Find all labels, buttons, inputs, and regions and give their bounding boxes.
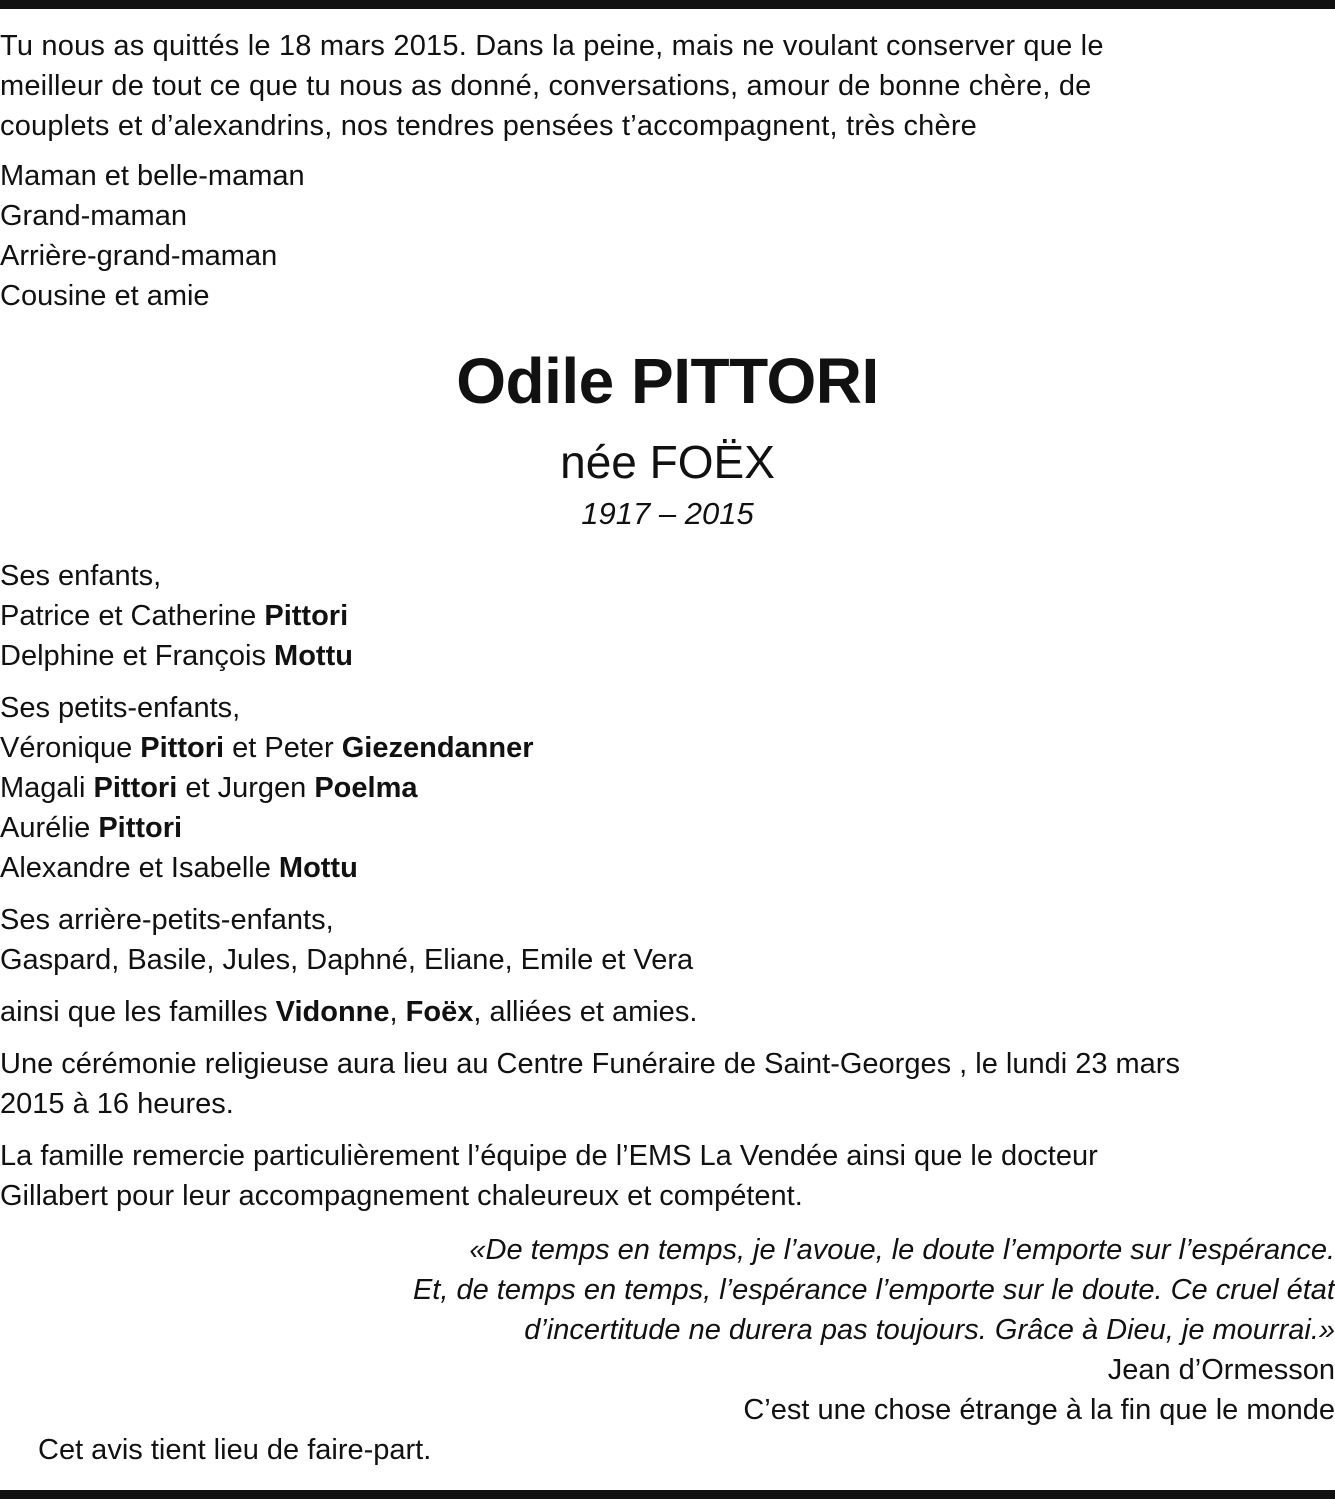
top-rule (0, 0, 1335, 9)
family-row (0, 808, 1335, 848)
great-grandchildren-heading: Ses arrière-petits-enfants, (0, 904, 334, 936)
family-row (0, 596, 1335, 636)
surname: Pittori (98, 812, 183, 844)
given-name: Alexandre et Isabelle (0, 852, 271, 884)
intro-line: Tu nous as quittés le 18 mars 2015. Dans la peine, mais ne voulant conserver que le (0, 30, 1104, 62)
partner-given-name: et Jurgen (185, 772, 307, 804)
grandchildren-heading: Ses petits-enfants, (0, 692, 241, 724)
thanks-line: La famille remercie particulièrement l’équipe de l’EMS La Vendée ainsi que le docteur (0, 1140, 1098, 1172)
ceremony-line: 2015 à 16 heures. (0, 1088, 234, 1120)
title-line: Maman et belle-maman (0, 160, 305, 192)
intro-line: couplets et d’alexandrins, nos tendres pensées t’accompagnent, très chère (0, 110, 978, 142)
title-line: Grand-maman (0, 200, 187, 232)
ceremony-paragraph (0, 1044, 1335, 1124)
quote-source: C’est une chose étrange à la fin que le monde (743, 1394, 1335, 1426)
given-name: Aurélie (0, 812, 91, 844)
partner-given-name: et Peter (232, 732, 334, 764)
surname: Pittori (93, 772, 178, 804)
families-suffix: , alliées et amies. (473, 996, 698, 1028)
quote-line: d’incertitude ne durera pas toujours. Grâce à Dieu, je mourrai.» (524, 1314, 1335, 1346)
intro-line: meilleur de tout ce que tu nous as donné, conversations, amour de bonne chère, de (0, 70, 1092, 102)
children-heading: Ses enfants, (0, 560, 162, 592)
grandchildren-section (0, 688, 1335, 888)
thanks-line: Gillabert pour leur accompagnement chaleureux et compétent. (0, 1180, 803, 1212)
family-name: Vidonne (275, 996, 390, 1028)
given-names: Delphine et François (0, 640, 266, 672)
families-line (0, 992, 1335, 1032)
deceased-name: Odile PITTORI (456, 345, 879, 417)
surname: Pittori (140, 732, 225, 764)
great-grandchildren-section (0, 900, 1335, 980)
great-grandchildren-names: Gaspard, Basile, Jules, Daphné, Eliane, Emile et Vera (0, 944, 694, 976)
quote-line: Et, de temps en temps, l’espérance l’emporte sur le doute. Ce cruel état (412, 1274, 1335, 1306)
life-years: 1917 – 2015 (581, 496, 754, 531)
ceremony-line: Une cérémonie religieuse aura lieu au Centre Funéraire de Saint-Georges , le lundi 23 mars (0, 1048, 1180, 1080)
thanks-paragraph (0, 1136, 1335, 1216)
title-line: Cousine et amie (0, 280, 210, 312)
partner-surname: Poelma (314, 772, 418, 804)
quote-line: «De temps en temps, je l’avoue, le doute l’emporte sur l’espérance. (469, 1234, 1335, 1266)
surname: Mottu (278, 852, 358, 884)
given-names: Patrice et Catherine (0, 600, 257, 632)
families-separator: , (389, 996, 398, 1028)
family-row (0, 848, 1335, 888)
closing-note: Cet avis tient lieu de faire-part. (38, 1434, 432, 1466)
families-prefix: ainsi que les familles (0, 996, 268, 1028)
bottom-rule (0, 1490, 1335, 1499)
family-name: Foëx (405, 996, 474, 1028)
quote-block (0, 1230, 1335, 1350)
given-name: Véronique (0, 732, 133, 764)
title-line: Arrière-grand-maman (0, 240, 278, 272)
given-name: Magali (0, 772, 86, 804)
children-section (0, 556, 1335, 676)
surname: Pittori (264, 600, 349, 632)
obituary-notice (0, 26, 1335, 1470)
quote-author: Jean d’Ormesson (1107, 1354, 1335, 1386)
intro-paragraph (0, 26, 1335, 146)
family-row (0, 768, 1335, 808)
maiden-name: née FOËX (560, 436, 775, 488)
family-row (0, 636, 1335, 676)
surname: Mottu (274, 640, 353, 672)
family-titles (0, 156, 1335, 316)
partner-surname: Giezendanner (341, 732, 534, 764)
family-row (0, 728, 1335, 768)
